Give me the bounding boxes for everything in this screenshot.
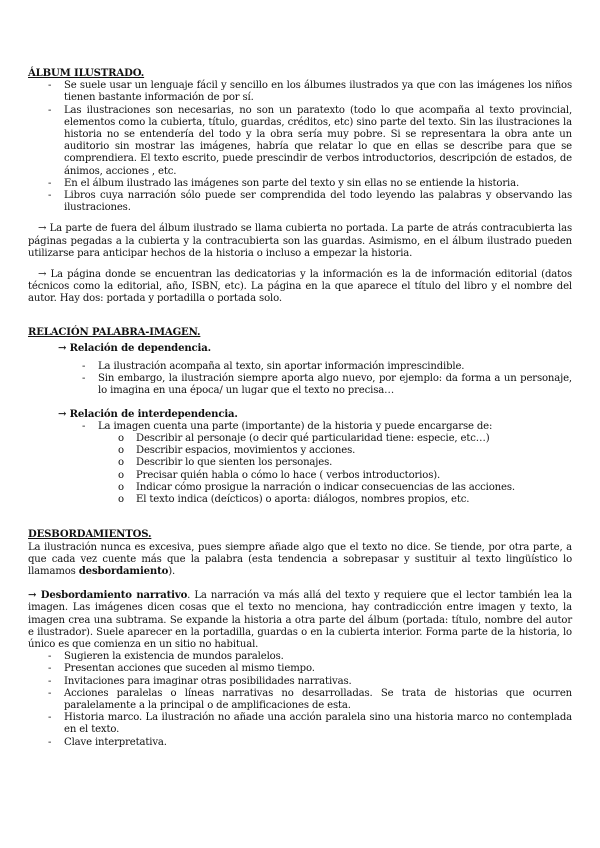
list-item: - La imagen cuenta una parte (importante) de la historia y puede encargarse de:: [82, 421, 572, 433]
subheading-dependencia: → Relación de dependencia.: [58, 342, 211, 354]
heading-relacion-palabra-imagen: RELACIÓN PALABRA-IMAGEN.: [28, 326, 201, 338]
list-item: - Historia marco. La ilustración no añade una acción paralela sino una historia marco no contemplada en el texto.: [48, 712, 572, 736]
list-item: - En el álbum ilustrado las imágenes son parte del texto y sin ellas no se entiende la historia.: [48, 178, 572, 190]
list-item: o Describir lo que sienten los personajes.: [118, 457, 572, 469]
heading-album-ilustrado: ÁLBUM ILUSTRADO.: [28, 68, 145, 79]
intro-text: La ilustración nunca es excesiva, pues siempre añade algo que el texto no dice. Se tiende, por otra parte, a que cada vez cuente más que la palabra (esta tendencia a sobrepasar y sustituir al texto lingüístico lo llamamos: [28, 541, 572, 577]
list-item: - Libros cuya narración sólo puede ser comprendida del todo leyendo las palabras y observando las ilustraciones.: [48, 190, 572, 214]
album-arrow-paragraph-cubierta: → La parte de fuera del álbum ilustrado se llama cubierta no portada. La parte de atrás contracubierta las páginas pegadas a la cubierta y la contracubierta son las guardas. Asimismo, en el álbum ilustrado pueden utilizarse para anticipar hechos de la historia o incluso a empezar la historia.: [28, 223, 572, 259]
desbordamiento-narrativo-text: . La narración va más allá del texto y requiere que el lector también lea la imagen. Las imágenes dicen cosas que el texto no menciona, hay contradicción entre imagen y texto, la imagen crea una subtrama. Se expande la historia a otra parte del álbum (portada: título, nombre del autor e ilustrador). Suele aparecer en la portadilla, guardas o en la cubierta interior. Forma parte de la historia, lo único es que comienza en un sitio no habitual.: [28, 590, 572, 650]
heading-desbordamientos: DESBORDAMIENTOS.: [28, 529, 152, 541]
desbordamiento-narrativo-title: → Desbordamiento narrativo: [28, 590, 188, 602]
album-arrow-paragraph-portada: → La página donde se encuentran las dedicatorias y la información es la de información editorial (datos técnicos como la editorial, año, ISBN, etc). La página en la que aparece el título del libro y el nombre del autor. Hay dos: portada y portadilla o portada solo.: [28, 269, 572, 305]
interdependencia-sublist: [28, 433, 572, 506]
list-item: - Invitaciones para imaginar otras posibilidades narrativas.: [48, 676, 572, 688]
list-item: - Sin embargo, la ilustración siempre aporta algo nuevo, por ejemplo: da forma a un personaje, lo imagina en una época/ un lugar que el texto no precisa…: [82, 373, 572, 397]
list-item: - La ilustración acompaña al texto, sin aportar información imprescindible.: [82, 361, 572, 373]
subheading-interdependencia: → Relación de interdependencia.: [58, 408, 238, 420]
list-item: - Sugieren la existencia de mundos paralelos.: [48, 651, 572, 663]
list-item: o Indicar cómo prosigue la narración o indicar consecuencias de las acciones.: [118, 482, 572, 494]
dependencia-bullet-list: [28, 361, 572, 398]
desbordamientos-bullet-list: [28, 651, 572, 749]
album-bullet-list: [28, 80, 572, 214]
desbordamiento-narrativo-paragraph: [28, 590, 572, 651]
list-item: - Las ilustraciones son necesarias, no son un paratexto (todo lo que acompaña al texto provincial, elementos como la cubierta, título, guardas, créditos, etc) sino parte del texto. Sin las ilustraciones la historia no se entendería del todo y la obra sería muy pobre. Si se representara la obra ante un auditorio sin mostrar las imágenes, habría que relatar lo que en ellas se describe para que se comprendiera. El texto escrito, puede prescindir de verbos introductorios, descripción de estados, de ánimos, acciones , etc.: [48, 105, 572, 178]
list-item: o Describir al personaje (o decir qué particularidad tiene: especie, etc…): [118, 433, 572, 445]
list-item: o El texto indica (deícticos) o aporta: diálogos, nombres propios, etc.: [118, 494, 572, 506]
desbordamientos-intro: [28, 542, 572, 579]
list-item: - Acciones paralelas o líneas narrativas no desarrolladas. Se trata de historias que ocurren paralelamente a la principal o de amplificaciones de esta.: [48, 688, 572, 712]
list-item: - Se suele usar un lenguaje fácil y sencillo en los álbumes ilustrados ya que con las imágenes los niños tienen bastante información de por sí.: [48, 80, 572, 104]
list-item: - Presentan acciones que suceden al mismo tiempo.: [48, 663, 572, 675]
list-item: o Precisar quién habla o cómo lo hace ( verbos introductorios).: [118, 470, 572, 482]
list-item: - Clave interpretativa.: [48, 737, 572, 749]
list-item: o Describir espacios, movimientos y acciones.: [118, 445, 572, 457]
interdependencia-intro-list: [28, 421, 572, 433]
intro-bold-term: desbordamiento: [78, 565, 169, 577]
intro-text-end: ).: [168, 565, 176, 577]
